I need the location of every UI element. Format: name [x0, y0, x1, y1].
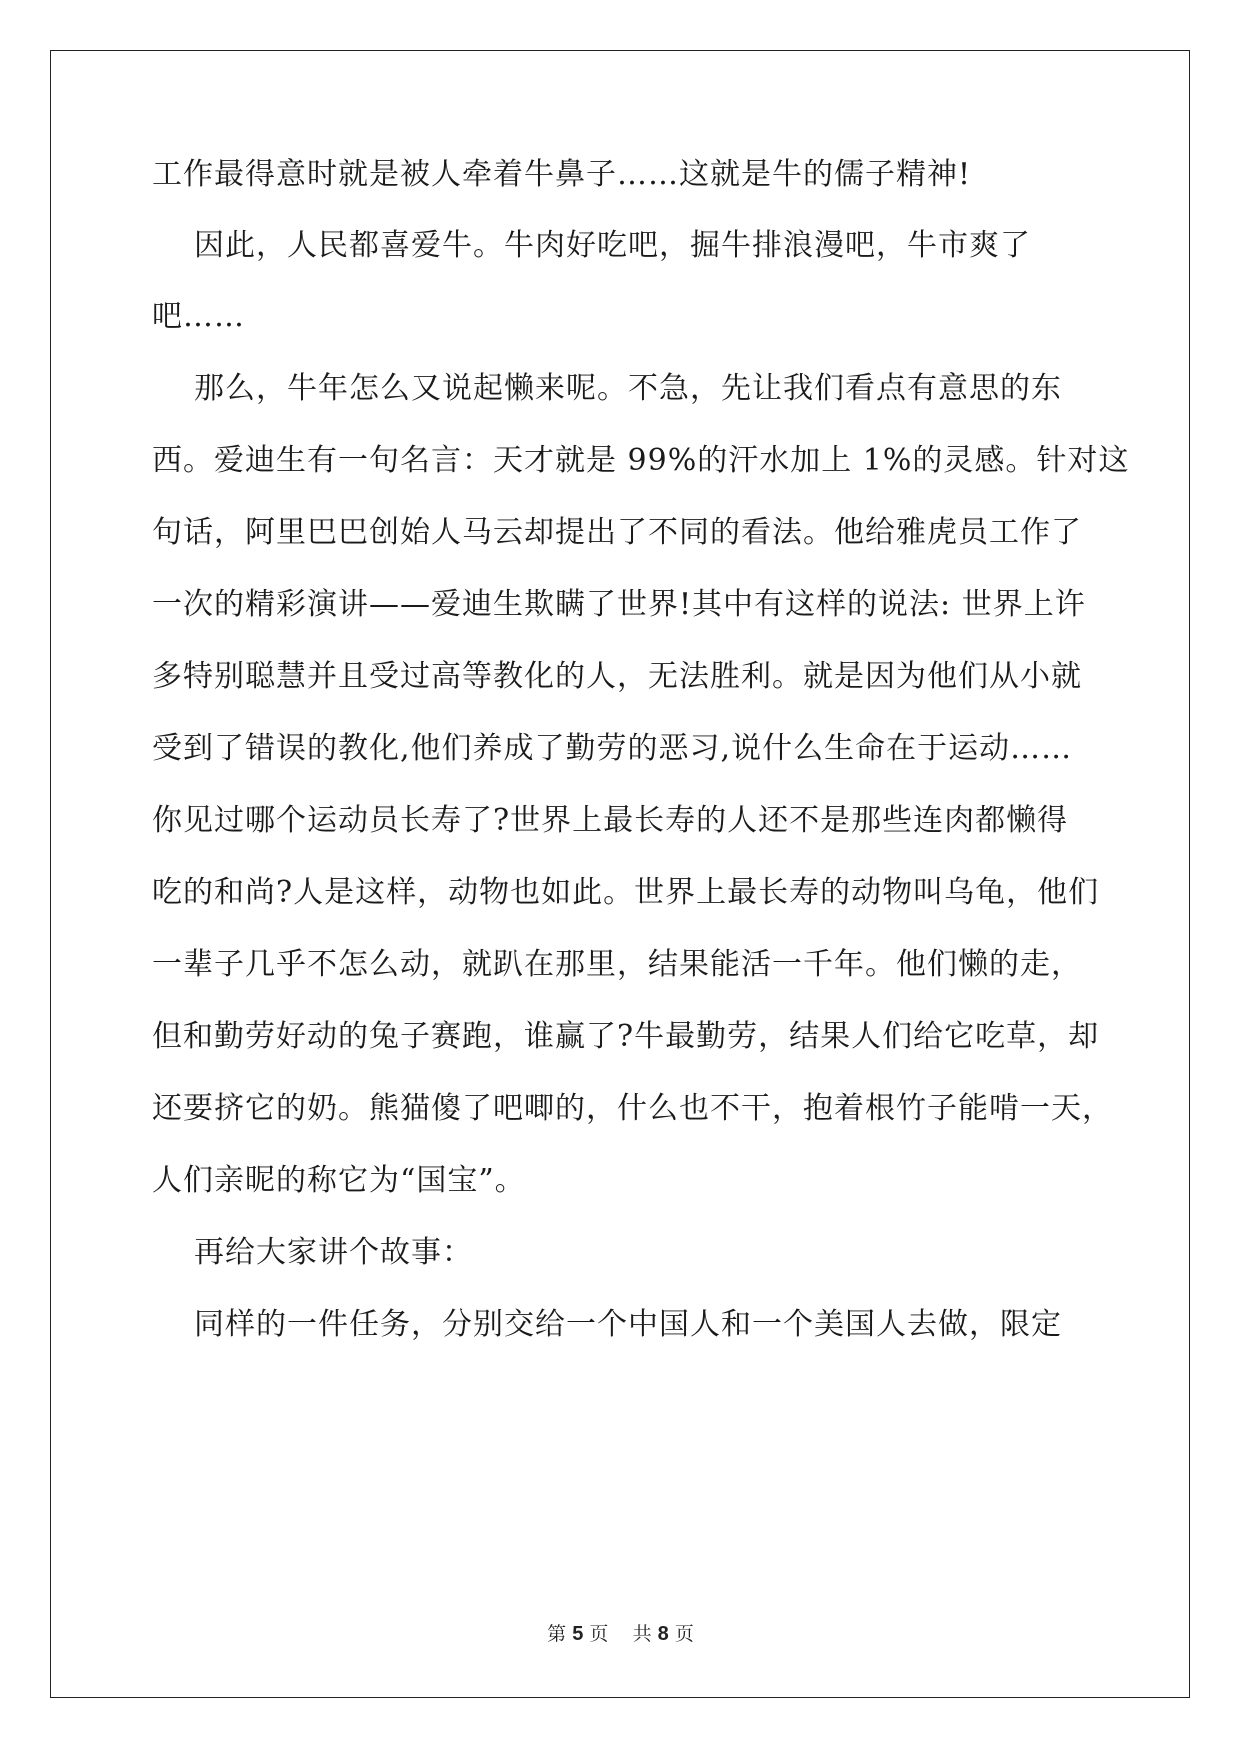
text-line: 句话，阿里巴巴创始人马云却提出了不同的看法。他给雅虎员工作了 [152, 515, 1082, 550]
paragraph-start-line: 再给大家讲个故事： [194, 1235, 473, 1270]
text-line: 西。爱迪生有一句名言：天才就是 99%的汗水加上 1%的灵感。针对这 [152, 443, 1130, 478]
text-line: 吃的和尚?人是这样，动物也如此。世界上最长寿的动物叫乌龟，他们 [152, 875, 1100, 910]
footer-page-suffix: 页 [589, 1623, 609, 1645]
paragraph-start-line: 那么，牛年怎么又说起懒来呢。不急，先让我们看点有意思的东 [194, 371, 1062, 406]
paragraph-start-line: 同样的一件任务，分别交给一个中国人和一个美国人去做，限定 [194, 1307, 1062, 1342]
text-line: 但和勤劳好动的兔子赛跑，谁赢了?牛最勤劳，结果人们给它吃草，却 [152, 1019, 1100, 1054]
text-line: 一次的精彩演讲——爱迪生欺瞒了世界!其中有这样的说法: 世界上许 [152, 587, 1086, 622]
paragraph-start-line: 因此，人民都喜爱牛。牛肉好吃吧，掘牛排浪漫吧，牛市爽了 [194, 228, 1031, 263]
text-line: 受到了错误的教化,他们养成了勤劳的恶习,说什么生命在于运动…… [152, 731, 1073, 766]
text-line: 多特别聪慧并且受过高等教化的人，无法胜利。就是因为他们从小就 [152, 659, 1082, 694]
text-line: 你见过哪个运动员长寿了?世界上最长寿的人还不是那些连肉都懒得 [152, 803, 1069, 838]
text-line: 人们亲昵的称它为“国宝”。 [152, 1163, 526, 1198]
text-line: 工作最得意时就是被人牵着牛鼻子……这就是牛的儒子精神! [152, 157, 972, 192]
current-page-number: 5 [572, 1623, 584, 1645]
text-line: 吧…… [152, 299, 245, 334]
footer-total-prefix: 共 [632, 1623, 652, 1645]
text-line: 还要挤它的奶。熊猫傻了吧唧的，什么也不干，抱着根竹子能啃一天， [152, 1091, 1113, 1126]
footer-prefix: 第 [547, 1623, 567, 1645]
total-pages-number: 8 [657, 1623, 669, 1645]
footer-total-suffix: 页 [674, 1623, 694, 1645]
text-line: 一辈子几乎不怎么动，就趴在那里，结果能活一千年。他们懒的走， [152, 947, 1082, 982]
page-footer [0, 1622, 1241, 1646]
